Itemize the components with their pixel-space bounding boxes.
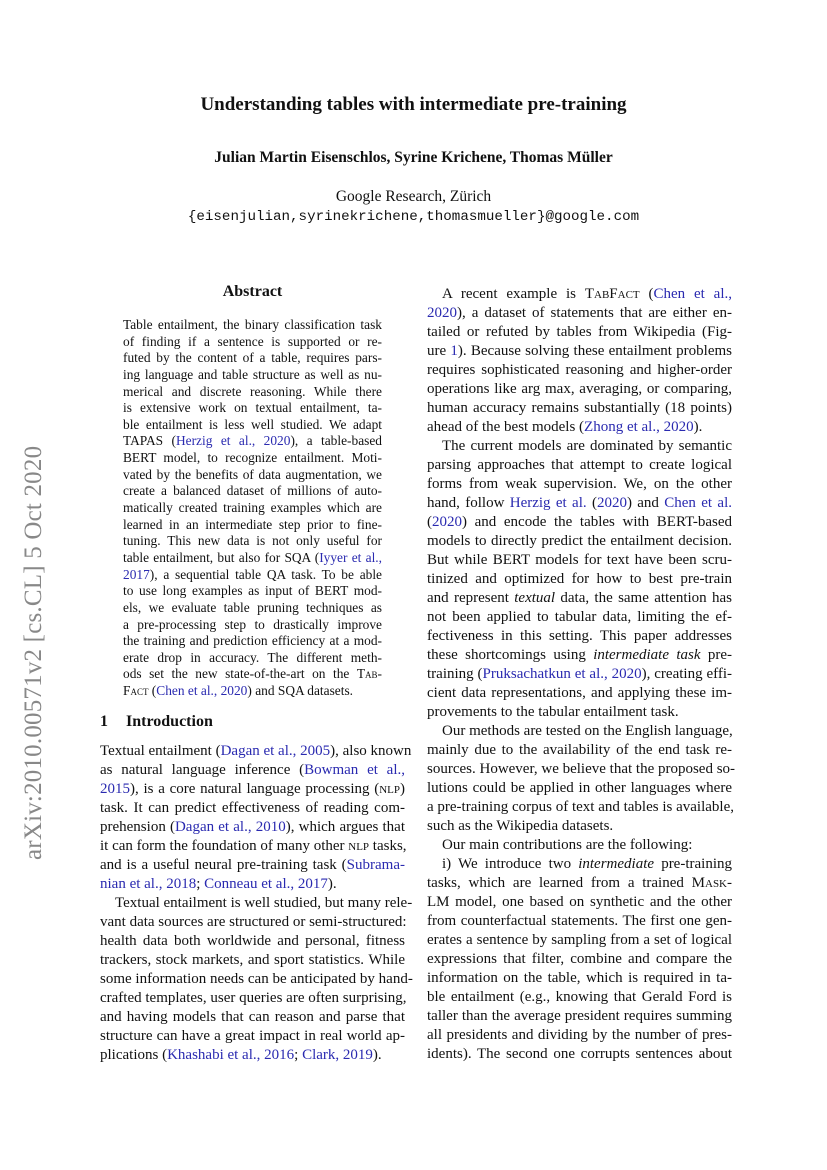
text-span: vant data sources are structured or semi-structured: <box>100 914 407 930</box>
paragraph <box>123 317 382 700</box>
text-span: learned in an intermediate step prior to fine- <box>123 516 382 532</box>
text-span: training ( <box>427 666 483 682</box>
citation-link[interactable]: Subrama- <box>346 857 405 873</box>
text-line <box>427 1026 732 1045</box>
text-line <box>427 779 732 798</box>
text-span: is extensive work on textual entailment, ta- <box>123 400 382 416</box>
text-line <box>427 475 732 494</box>
text-line <box>100 894 413 913</box>
text-span: it can form the foundation of many other <box>100 838 349 854</box>
text-span: Textual entailment is well studied, but many rele- <box>115 895 413 911</box>
author-emails: {eisenjulian,syrinekrichene,thomasmueller}@google.com <box>187 209 640 225</box>
text-span: sources. However, we believe that the proposed so- <box>427 761 736 777</box>
text-span: tuning. This new data is not only useful for <box>123 533 382 549</box>
text-span: pre-training <box>654 856 732 872</box>
text-span: Tab- <box>356 666 382 682</box>
affiliation: Google Research, Zürich <box>335 188 492 205</box>
text-line <box>123 433 382 450</box>
text-line <box>100 818 405 837</box>
text-span: matically created training examples which are <box>123 500 382 516</box>
text-span: ), creating effi- <box>641 666 732 682</box>
text-line <box>100 1008 405 1027</box>
author-list: Julian Martin Eisenschlos, Syrine Krichene, Thomas Müller <box>214 149 613 166</box>
text-line <box>427 285 732 304</box>
abstract-heading: Abstract <box>222 283 283 300</box>
citation-link[interactable]: Clark, 2019 <box>302 1047 373 1063</box>
text-span: erate drop in accuracy. The different meth- <box>123 649 382 665</box>
text-line <box>427 361 732 380</box>
text-line <box>123 483 382 500</box>
citation-link[interactable]: Iyyer et al., <box>319 549 382 565</box>
text-span: task. It can predict effectiveness of reading com- <box>100 800 405 816</box>
arxiv-identifier-stamp: arXiv:2010.00571v2 [cs.CL] 5 Oct 2020 <box>20 445 47 860</box>
text-line <box>123 467 382 484</box>
text-span: TAPAS ( <box>123 433 176 449</box>
citation-link[interactable]: 2020 <box>427 305 457 321</box>
text-span: all presidents and dividing by the number of pres- <box>427 1027 732 1043</box>
citation-link[interactable]: 2020 <box>596 495 627 511</box>
text-span: idents). The second one corrupts sentences about <box>427 1046 732 1062</box>
text-line <box>427 342 732 361</box>
text-line <box>427 646 732 665</box>
text-line <box>123 617 382 634</box>
text-line <box>100 856 405 875</box>
text-line <box>100 837 405 856</box>
text-line <box>427 494 732 513</box>
text-line <box>100 799 405 818</box>
abstract-body <box>123 317 382 700</box>
text-span: crafted templates, user queries are often surprising, <box>100 990 407 1006</box>
text-span: a pre-processing step to drastically improve <box>123 616 382 632</box>
text-span: Fact <box>123 683 149 699</box>
citation-link[interactable]: 2017 <box>123 566 150 582</box>
text-span: hand, follow <box>427 495 510 511</box>
text-span: data, the same attention has <box>555 590 732 606</box>
text-span: futed by the content of a table, requires pars- <box>123 350 382 366</box>
text-span: ) and SQA datasets. <box>247 683 354 699</box>
text-line <box>427 437 732 456</box>
text-span: ( <box>639 286 654 302</box>
citation-link[interactable]: Chen et al., <box>653 286 732 302</box>
text-line <box>427 627 732 646</box>
citation-link[interactable]: Dagan et al., 2005 <box>220 743 331 759</box>
text-line <box>427 988 732 1007</box>
text-line <box>100 875 405 894</box>
text-span: ) and <box>626 495 665 511</box>
text-line <box>123 650 382 667</box>
citation-link[interactable]: Zhong et al., 2020 <box>584 419 694 435</box>
text-span: els, we evaluate table pruning techniques as <box>123 599 382 615</box>
text-span: ods set the new state-of-the-art on the <box>123 666 357 682</box>
text-span: cient data representations, and applying these im- <box>427 685 732 701</box>
text-line <box>427 893 732 912</box>
text-span: trackers, stock markets, and sport statistics. While <box>100 952 405 968</box>
text-line <box>427 418 732 437</box>
text-span: intermediate <box>578 856 655 872</box>
text-line <box>427 532 732 551</box>
left-column-body <box>100 742 413 1065</box>
text-span: Textual entailment ( <box>100 743 221 759</box>
text-span: ( <box>427 514 432 530</box>
citation-link[interactable]: Dagan et al., 2010 <box>174 819 286 835</box>
citation-link[interactable]: 2015 <box>100 781 130 797</box>
text-span: models to directly predict the entailment decision. <box>427 533 732 549</box>
text-span: forms from weak supervision. We, on the other <box>427 476 732 492</box>
text-line <box>123 600 382 617</box>
text-span: The current models are dominated by semantic <box>442 438 732 454</box>
text-line <box>123 517 382 534</box>
text-line <box>123 334 382 351</box>
text-span: tasks, which are learned from a trained <box>427 875 692 891</box>
text-span: nlp <box>379 781 400 797</box>
text-span: i) We introduce two <box>442 856 579 872</box>
paragraph <box>427 285 732 437</box>
citation-link[interactable]: Conneau et al., 2017 <box>204 876 328 892</box>
paragraph <box>427 722 736 836</box>
paragraph <box>427 836 732 855</box>
text-span: ing language and table structure as well as nu- <box>123 366 382 382</box>
text-span: ) and encode the tables with BERT-based <box>462 514 732 530</box>
text-line <box>123 350 382 367</box>
text-line <box>100 970 413 989</box>
citation-link[interactable]: Herzig et al., 2020 <box>175 433 291 449</box>
text-line <box>123 567 382 584</box>
text-line <box>123 683 382 700</box>
text-span: parsing approaches that attempt to create logical <box>427 457 732 473</box>
citation-link[interactable]: 1 <box>450 343 458 359</box>
text-line <box>427 323 732 342</box>
text-line <box>123 550 382 567</box>
text-span: taller than the average president requires summing <box>427 1008 732 1024</box>
text-span: LM model, one based on synthetic and the other <box>427 894 732 910</box>
text-line <box>427 798 732 817</box>
text-span: A recent example is <box>442 286 585 302</box>
text-span: ), a dataset of statements that are either en- <box>457 305 732 321</box>
paragraph <box>100 894 413 1065</box>
text-span: mainly due to the availability of the end task re- <box>427 742 732 758</box>
text-line <box>427 722 732 741</box>
text-span: ), a table-based <box>290 433 382 449</box>
text-span: ( <box>148 683 157 699</box>
text-span: and is a useful neural pre-training task ( <box>100 857 347 873</box>
text-span: ). <box>372 1047 382 1063</box>
paper-title: Understanding tables with intermediate pre-training <box>200 94 627 115</box>
section-title: Introduction <box>126 713 213 730</box>
text-span: ble entailment is less well studied. We adapt <box>123 416 382 432</box>
text-span: ), a sequential table QA task. To be able <box>149 566 382 582</box>
right-column-body <box>427 285 736 1064</box>
text-line <box>427 969 732 988</box>
text-span: these shortcomings using <box>427 647 594 663</box>
text-line <box>427 1007 732 1026</box>
text-span: ). <box>327 876 337 892</box>
text-line <box>123 666 382 683</box>
text-span: erates a sentence by sampling from a set of logical <box>427 932 732 948</box>
text-line <box>427 855 732 874</box>
text-span: lutions could be applied in other languages where <box>427 780 732 796</box>
text-span: tailed or refuted by tables from Wikipedia (Fig- <box>427 324 732 340</box>
text-span: ), which argues that <box>285 819 405 835</box>
text-span: structure can have a great impact in real world ap- <box>100 1028 405 1044</box>
text-line <box>123 400 382 417</box>
text-line <box>427 817 732 836</box>
text-span: TabFact <box>584 286 640 302</box>
citation-link[interactable]: nian et al., 2018 <box>100 876 197 892</box>
text-line <box>123 533 382 550</box>
text-span: from counterfactual statements. The first one gen- <box>427 913 732 929</box>
text-span: ; <box>196 876 205 892</box>
text-span: expressions that filter, combine and compare the <box>427 951 732 967</box>
text-line <box>100 780 405 799</box>
text-line <box>123 417 382 434</box>
text-span: ). Because solving these entailment problems <box>457 343 732 359</box>
paragraph <box>100 742 412 894</box>
text-span: prehension ( <box>100 819 175 835</box>
text-span: ble entailment (e.g., knowing that Gerald Ford is <box>427 989 732 1005</box>
citation-link[interactable]: Herzig et al. <box>509 495 587 511</box>
text-line <box>100 1027 405 1046</box>
paragraph <box>427 437 732 722</box>
text-line <box>427 608 732 627</box>
text-line <box>427 760 736 779</box>
citation-link[interactable]: Chen et al. <box>664 495 732 511</box>
text-span: ure <box>427 343 451 359</box>
citation-link[interactable]: Khashabi et al., 2016 <box>167 1047 295 1063</box>
text-span: ) <box>400 781 405 797</box>
text-span: BERT model, to recognize entailment. Moti- <box>123 450 382 466</box>
section-number: 1 <box>100 713 108 730</box>
citation-link[interactable]: Pruksachatkun et al., 2020 <box>482 666 642 682</box>
text-line <box>427 304 732 323</box>
text-line <box>427 931 732 950</box>
citation-link[interactable]: 2020 <box>432 514 462 530</box>
text-line <box>123 583 382 600</box>
text-span: as natural language inference ( <box>100 762 305 778</box>
text-span: Table entailment, the binary classification task <box>123 317 382 332</box>
text-line <box>427 456 732 475</box>
text-line <box>123 317 382 334</box>
text-line <box>123 367 382 384</box>
text-line <box>100 913 405 932</box>
text-span: of finding if a sentence is supported or re- <box>123 333 382 349</box>
text-span: merical and discrete reasoning. While there <box>123 383 382 399</box>
text-span: ( <box>586 495 597 511</box>
text-line <box>427 399 732 418</box>
text-line <box>100 989 405 1008</box>
text-span: human accuracy remains substantially (18 points) <box>427 400 732 416</box>
text-line <box>427 570 732 589</box>
text-span: health data both worldwide and personal, fitness <box>100 933 405 949</box>
text-span: Mask- <box>691 875 732 891</box>
text-span: intermediate task <box>593 647 701 663</box>
text-span: ahead of the best models ( <box>427 419 585 435</box>
text-span: a pre-training corpus of text and tables is available, <box>427 799 734 815</box>
text-line <box>100 1046 405 1065</box>
text-span: Our methods are tested on the English language, <box>442 723 733 739</box>
text-span: to use long examples as input of BERT mod- <box>123 583 382 599</box>
text-line <box>427 665 732 684</box>
text-span: operations like arg max, averaging, or comparing, <box>427 381 732 397</box>
text-span: not been applied to tabular data, limiting the ef- <box>427 609 732 625</box>
text-span: ). <box>693 419 703 435</box>
paragraph <box>427 855 732 1064</box>
text-line <box>100 932 405 951</box>
text-line <box>427 589 732 608</box>
text-span: create a balanced dataset of millions of auto- <box>123 483 382 499</box>
text-span: and having models that can reason and parse that <box>100 1009 405 1025</box>
text-span: Our main contributions are the following: <box>442 837 693 853</box>
text-span: But while BERT models for text have been scru- <box>427 552 732 568</box>
text-span: ), is a core natural language processing ( <box>130 781 380 797</box>
text-span: vated by the benefits of data augmentation, we <box>123 466 382 482</box>
text-line <box>427 836 732 855</box>
text-line <box>100 951 405 970</box>
text-line <box>427 513 732 532</box>
text-line <box>123 384 382 401</box>
text-span: fectiveness in this setting. This paper addresses <box>427 628 732 644</box>
text-span: pre- <box>700 647 733 663</box>
text-line <box>123 500 382 517</box>
text-line <box>427 874 732 893</box>
text-span: textual <box>514 590 556 606</box>
text-line <box>427 1045 732 1064</box>
text-span: ), also known <box>330 743 412 759</box>
text-span: such as the Wikipedia datasets. <box>427 818 614 834</box>
citation-link[interactable]: Chen et al., 2020 <box>156 683 248 699</box>
text-line <box>427 551 732 570</box>
text-span: ; <box>294 1047 303 1063</box>
text-span: tasks, <box>369 838 407 854</box>
text-span: provements to the tabular entailment task. <box>427 704 679 720</box>
text-span: the training and prediction efficiency at a mod- <box>123 633 382 649</box>
text-line <box>100 761 405 780</box>
text-line <box>123 633 382 650</box>
text-span: nlp <box>348 838 370 854</box>
citation-link[interactable]: Bowman et al., <box>304 762 405 778</box>
text-line <box>123 450 382 467</box>
section-heading-introduction <box>100 713 213 731</box>
text-line <box>100 742 412 761</box>
text-line <box>427 684 732 703</box>
text-span: information on the table, which is required in ta- <box>427 970 732 986</box>
text-span: tinized and optimized for how to best pre-train <box>427 571 732 587</box>
text-line <box>427 703 732 722</box>
text-line <box>427 380 732 399</box>
text-line <box>427 741 732 760</box>
text-span: plications ( <box>100 1047 168 1063</box>
text-line <box>427 912 732 931</box>
text-span: table entailment, but also for SQA ( <box>123 549 320 565</box>
text-line <box>427 950 732 969</box>
text-span: requires sophisticated reasoning and higher-order <box>427 362 732 378</box>
text-span: and represent <box>427 590 515 606</box>
text-span: some information needs can be anticipated by hand- <box>100 971 413 987</box>
